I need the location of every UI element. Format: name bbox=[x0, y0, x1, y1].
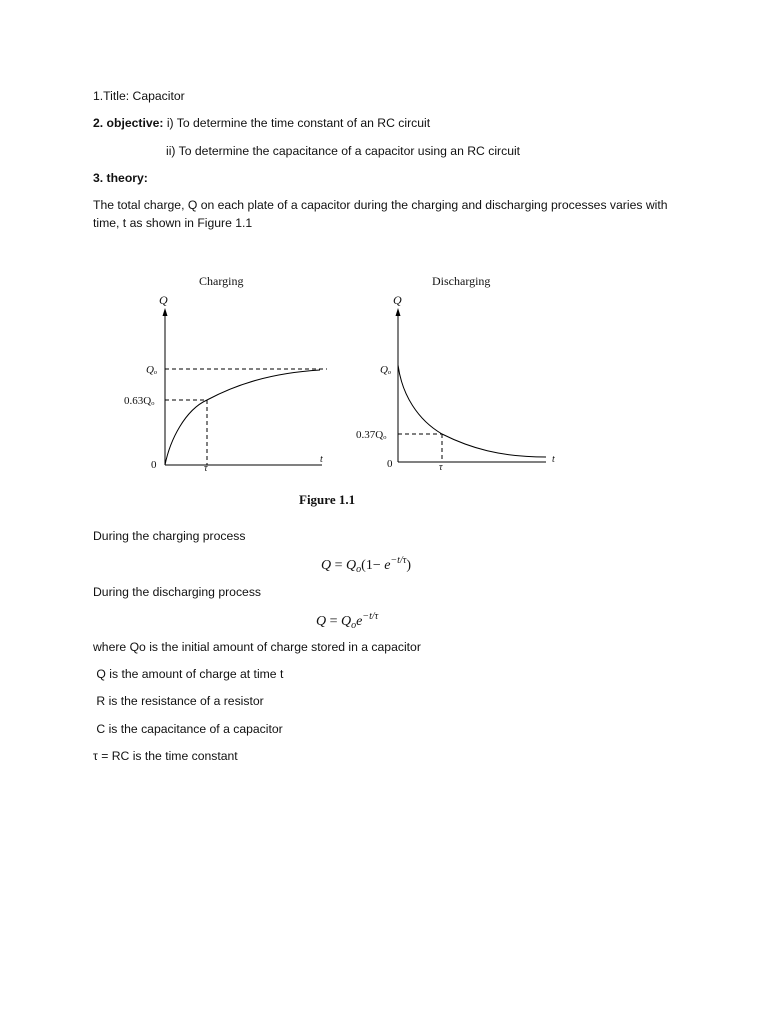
definition-qo: where Qo is the initial amount of charge stored in a capacitor bbox=[93, 640, 421, 654]
eq1-e: e bbox=[384, 558, 391, 573]
eq2-exp: −t/τ bbox=[362, 611, 379, 622]
title-label: 1.Title: bbox=[93, 89, 130, 103]
discharging-y-label: Q bbox=[393, 293, 402, 307]
definition-tau: τ = RC is the time constant bbox=[93, 749, 238, 763]
eq2-lhs: Q bbox=[316, 614, 327, 629]
discharging-037-label: 0.37Qₒ bbox=[356, 429, 387, 441]
charging-x-label: t bbox=[320, 454, 323, 465]
charging-equation bbox=[321, 555, 411, 575]
discharging-title: Discharging bbox=[432, 274, 491, 288]
discharging-tau: τ bbox=[439, 462, 443, 473]
eq1-exp: −t/τ bbox=[390, 555, 407, 566]
figure-caption: Figure 1.1 bbox=[299, 492, 356, 507]
charging-origin: 0 bbox=[151, 459, 157, 471]
charging-curve bbox=[165, 370, 320, 465]
eq1-close: ) bbox=[406, 558, 411, 573]
discharging-y-arrow bbox=[396, 308, 401, 316]
charging-063-label: 0.63Qₒ bbox=[124, 395, 155, 407]
discharging-origin: 0 bbox=[387, 458, 393, 470]
objective-item-1: i) To determine the time constant of an RC circuit bbox=[166, 116, 431, 130]
theory-intro: The total charge, Q on each plate of a capacitor during the charging and discharging processes varies with time, t as shown in Figure 1.1 bbox=[93, 198, 668, 230]
eq2-q-sub: o bbox=[351, 620, 357, 631]
charging-q0-label: Qₒ bbox=[146, 364, 158, 376]
definition-q: Q is the amount of charge at time t bbox=[93, 667, 284, 681]
charging-y-label: Q bbox=[159, 293, 168, 307]
eq1-equals: = bbox=[334, 558, 343, 573]
objective-label: 2. objective: bbox=[93, 116, 164, 130]
charging-y-arrow bbox=[163, 308, 168, 316]
discharging-q0-label: Qₒ bbox=[380, 364, 392, 376]
eq1-lhs: Q bbox=[321, 558, 332, 573]
discharging-curve bbox=[398, 365, 546, 457]
charging-process-label: During the charging process bbox=[93, 529, 246, 543]
definition-r: R is the resistance of a resistor bbox=[93, 694, 264, 708]
eq1-q-sub: o bbox=[356, 564, 362, 575]
charging-title: Charging bbox=[199, 274, 244, 288]
discharging-equation bbox=[316, 611, 378, 631]
title-value: Capacitor bbox=[132, 89, 185, 103]
theory-heading-text: 3. theory: bbox=[93, 171, 148, 185]
discharging-process-label: During the discharging process bbox=[93, 585, 262, 599]
discharging-x-label: t bbox=[552, 454, 555, 465]
eq1-q: Q bbox=[346, 558, 357, 573]
objective-item-2: ii) To determine the capacitance of a capacitor using an RC circuit bbox=[166, 144, 521, 158]
eq2-q: Q bbox=[341, 614, 352, 629]
eq1-open: (1− bbox=[361, 558, 381, 573]
definition-c: C is the capacitance of a capacitor bbox=[93, 722, 283, 736]
charging-tau: τ bbox=[204, 463, 208, 474]
eq2-equals: = bbox=[329, 614, 338, 629]
eq2-e: e bbox=[356, 614, 363, 629]
